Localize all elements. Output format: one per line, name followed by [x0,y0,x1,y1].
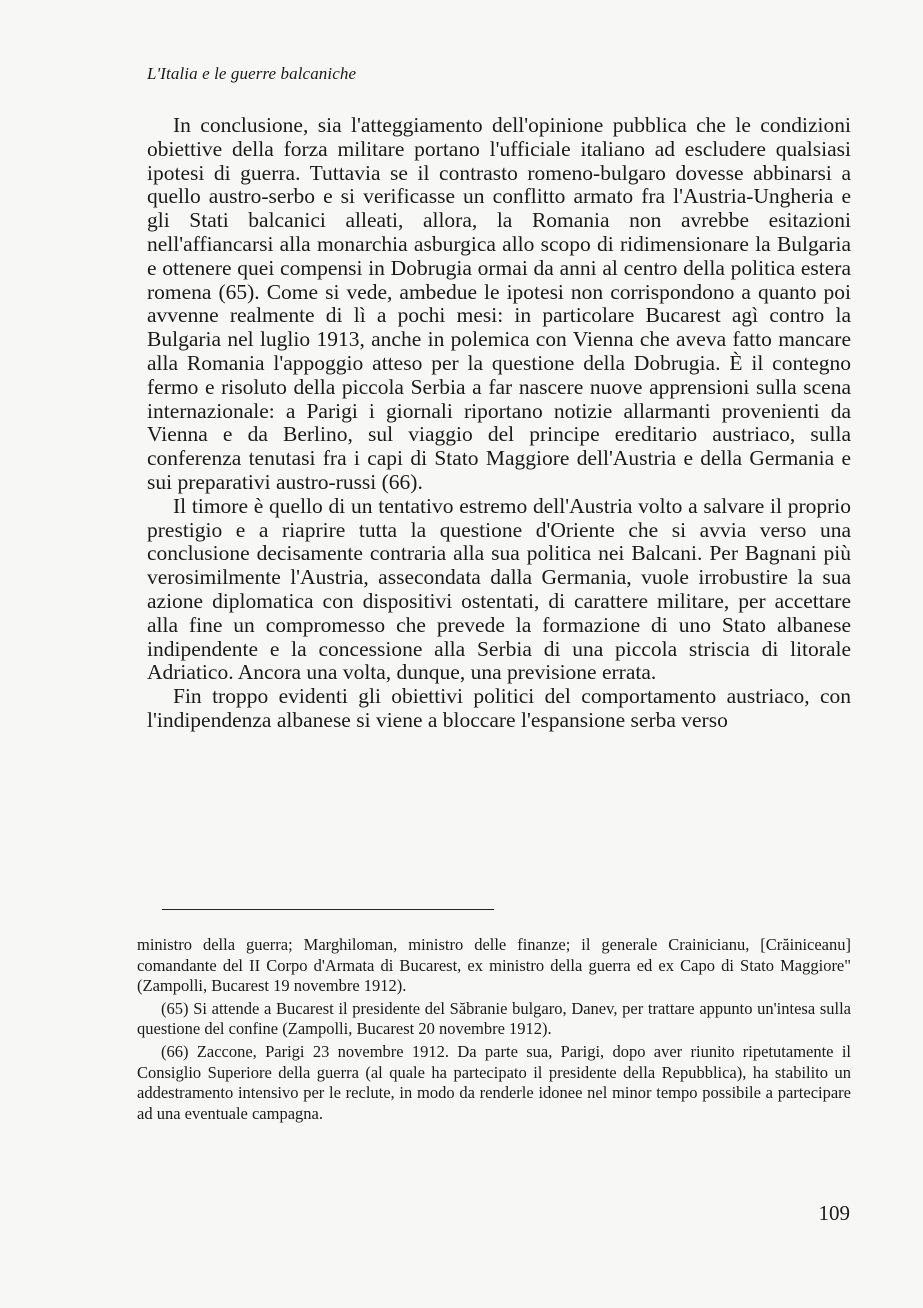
footnote-continuation: ministro della guerra; Marghiloman, ministro delle finanze; il generale Crainicianu, [Crăiniceanu] comandante del II Corpo d'Armata di Bucarest, ex ministro della guerra ed ex Capo di Stato Maggiore" (Zampolli, Bucarest 19 novembre 1912). [137,935,851,996]
page-number: 109 [818,1201,850,1225]
paragraph: Il timore è quello di un tentativo estremo dell'Austria volto a salvare il proprio prestigio e a riaprire tutta la questione d'Oriente che si avvia verso una conclusione decisamente contraria alla sua politica nei Balcani. Per Bagnani più verosimilmente l'Austria, assecondata dalla Germania, vuole irrobustire la sua azione diplomatica con dispositivi ostentati, di carattere militare, per accettare alla fine un compromesso che prevede la formazione di uno Stato albanese indipendente e la concessione alla Serbia di una piccola striscia di litorale Adriatico. Ancora una volta, dunque, una previsione errata. [147,493,851,685]
footnote-separator [162,909,494,910]
footnote-65: (65) Si attende a Bucarest il presidente del Săbranie bulgaro, Danev, per trattare appunto un'intesa sulla questione del confine (Zampolli, Bucarest 20 novembre 1912). [137,998,851,1039]
paragraph: Fin troppo evidenti gli obiettivi politici del comportamento austriaco, con l'indipendenza albanese si viene a bloccare l'espansione serba verso [147,684,851,732]
main-text [147,114,851,733]
paragraph: In conclusione, sia l'atteggiamento dell'opinione pubblica che le condizioni obiettive della forza militare portano l'ufficiale italiano ad escludere qualsiasi ipotesi di guerra. Tuttavia se il contrasto romeno-bulgaro dovesse abbinarsi a quello austro-serbo e si verificasse un conflitto armato fra l'Austria-Ungheria e gli Stati balcanici alleati, allora, la Romania non avrebbe esitazioni nell'affiancarsi alla monarchia asburgica allo scopo di ridimensionare la Bulgaria e ottenere quei compensi in Dobrugia ormai da anni al centro della politica estera romena (65). Come si vede, ambedue le ipotesi non corrispondono a quanto poi avvenne realmente di lì a pochi mesi: in particolare Bucarest agì contro la Bulgaria nel luglio 1913, anche in polemica con Vienna che aveva fatto mancare alla Romania l'appoggio atteso per la questione della Dobrugia. È il contegno fermo e risoluto della piccola Serbia a far nascere nuove apprensioni sulla scena internazionale: a Parigi i giornali riportano notizie allarmanti provenienti da Vienna e da Berlino, sul viaggio del principe ereditario austriaco, sulla conferenza tenutasi fra i capi di Stato Maggiore dell'Austria e della Germania e sui preparativi austro-russi (66). [147,113,851,494]
running-header: L'Italia e le guerre balcaniche [147,64,357,83]
footnote-66: (66) Zaccone, Parigi 23 novembre 1912. Da parte sua, Parigi, dopo aver riunito ripetutamente il Consiglio Superiore della guerra (al quale ha partecipato il presidente della Repubblica), ha stabilito un addestramento intensivo per le reclute, in modo da renderle idonee nel minor tempo possibile a partecipare ad una eventuale campagna. [137,1041,851,1123]
footnotes [137,935,851,1124]
